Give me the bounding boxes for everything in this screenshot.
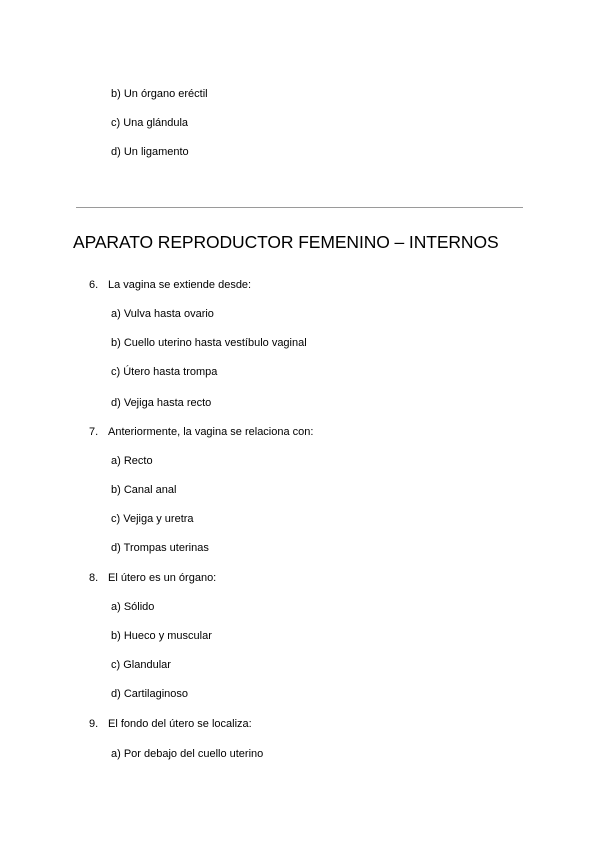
answer-option: b) Cuello uterino hasta vestíbulo vaginal: [111, 337, 307, 349]
answer-option: d) Un ligamento: [111, 146, 189, 158]
answer-option: c) Vejiga y uretra: [111, 513, 194, 525]
answer-option: d) Trompas uterinas: [111, 542, 209, 554]
question-7: [89, 426, 313, 439]
answer-option: a) Recto: [111, 455, 153, 467]
question-9: [89, 718, 252, 731]
answer-option: a) Sólido: [111, 601, 155, 613]
question-text: La vagina se extiende desde:: [108, 279, 252, 291]
answer-option: c) Útero hasta trompa: [111, 366, 218, 378]
answer-option: b) Hueco y muscular: [111, 630, 212, 642]
answer-option: d) Cartilaginoso: [111, 688, 189, 700]
question-number: 6.: [89, 279, 99, 291]
question-number: 7.: [89, 426, 99, 438]
answer-option: c) Una glándula: [111, 117, 189, 129]
question-6: [89, 279, 251, 292]
answer-option: a) Por debajo del cuello uterino: [111, 748, 264, 760]
answer-option: c) Glandular: [111, 659, 171, 671]
question-text: El fondo del útero se localiza:: [108, 718, 252, 730]
answer-option: a) Vulva hasta ovario: [111, 308, 214, 320]
section-divider: [76, 207, 523, 208]
question-text: Anteriormente, la vagina se relaciona con:: [108, 426, 314, 438]
question-text: El útero es un órgano:: [108, 572, 217, 584]
question-8: [89, 572, 216, 585]
question-number: 8.: [89, 572, 99, 584]
answer-option: b) Canal anal: [111, 484, 177, 496]
section-title: APARATO REPRODUCTOR FEMENINO – INTERNOS: [73, 232, 499, 252]
question-number: 9.: [89, 718, 99, 730]
answer-option: d) Vejiga hasta recto: [111, 397, 212, 409]
answer-option: b) Un órgano eréctil: [111, 88, 208, 100]
